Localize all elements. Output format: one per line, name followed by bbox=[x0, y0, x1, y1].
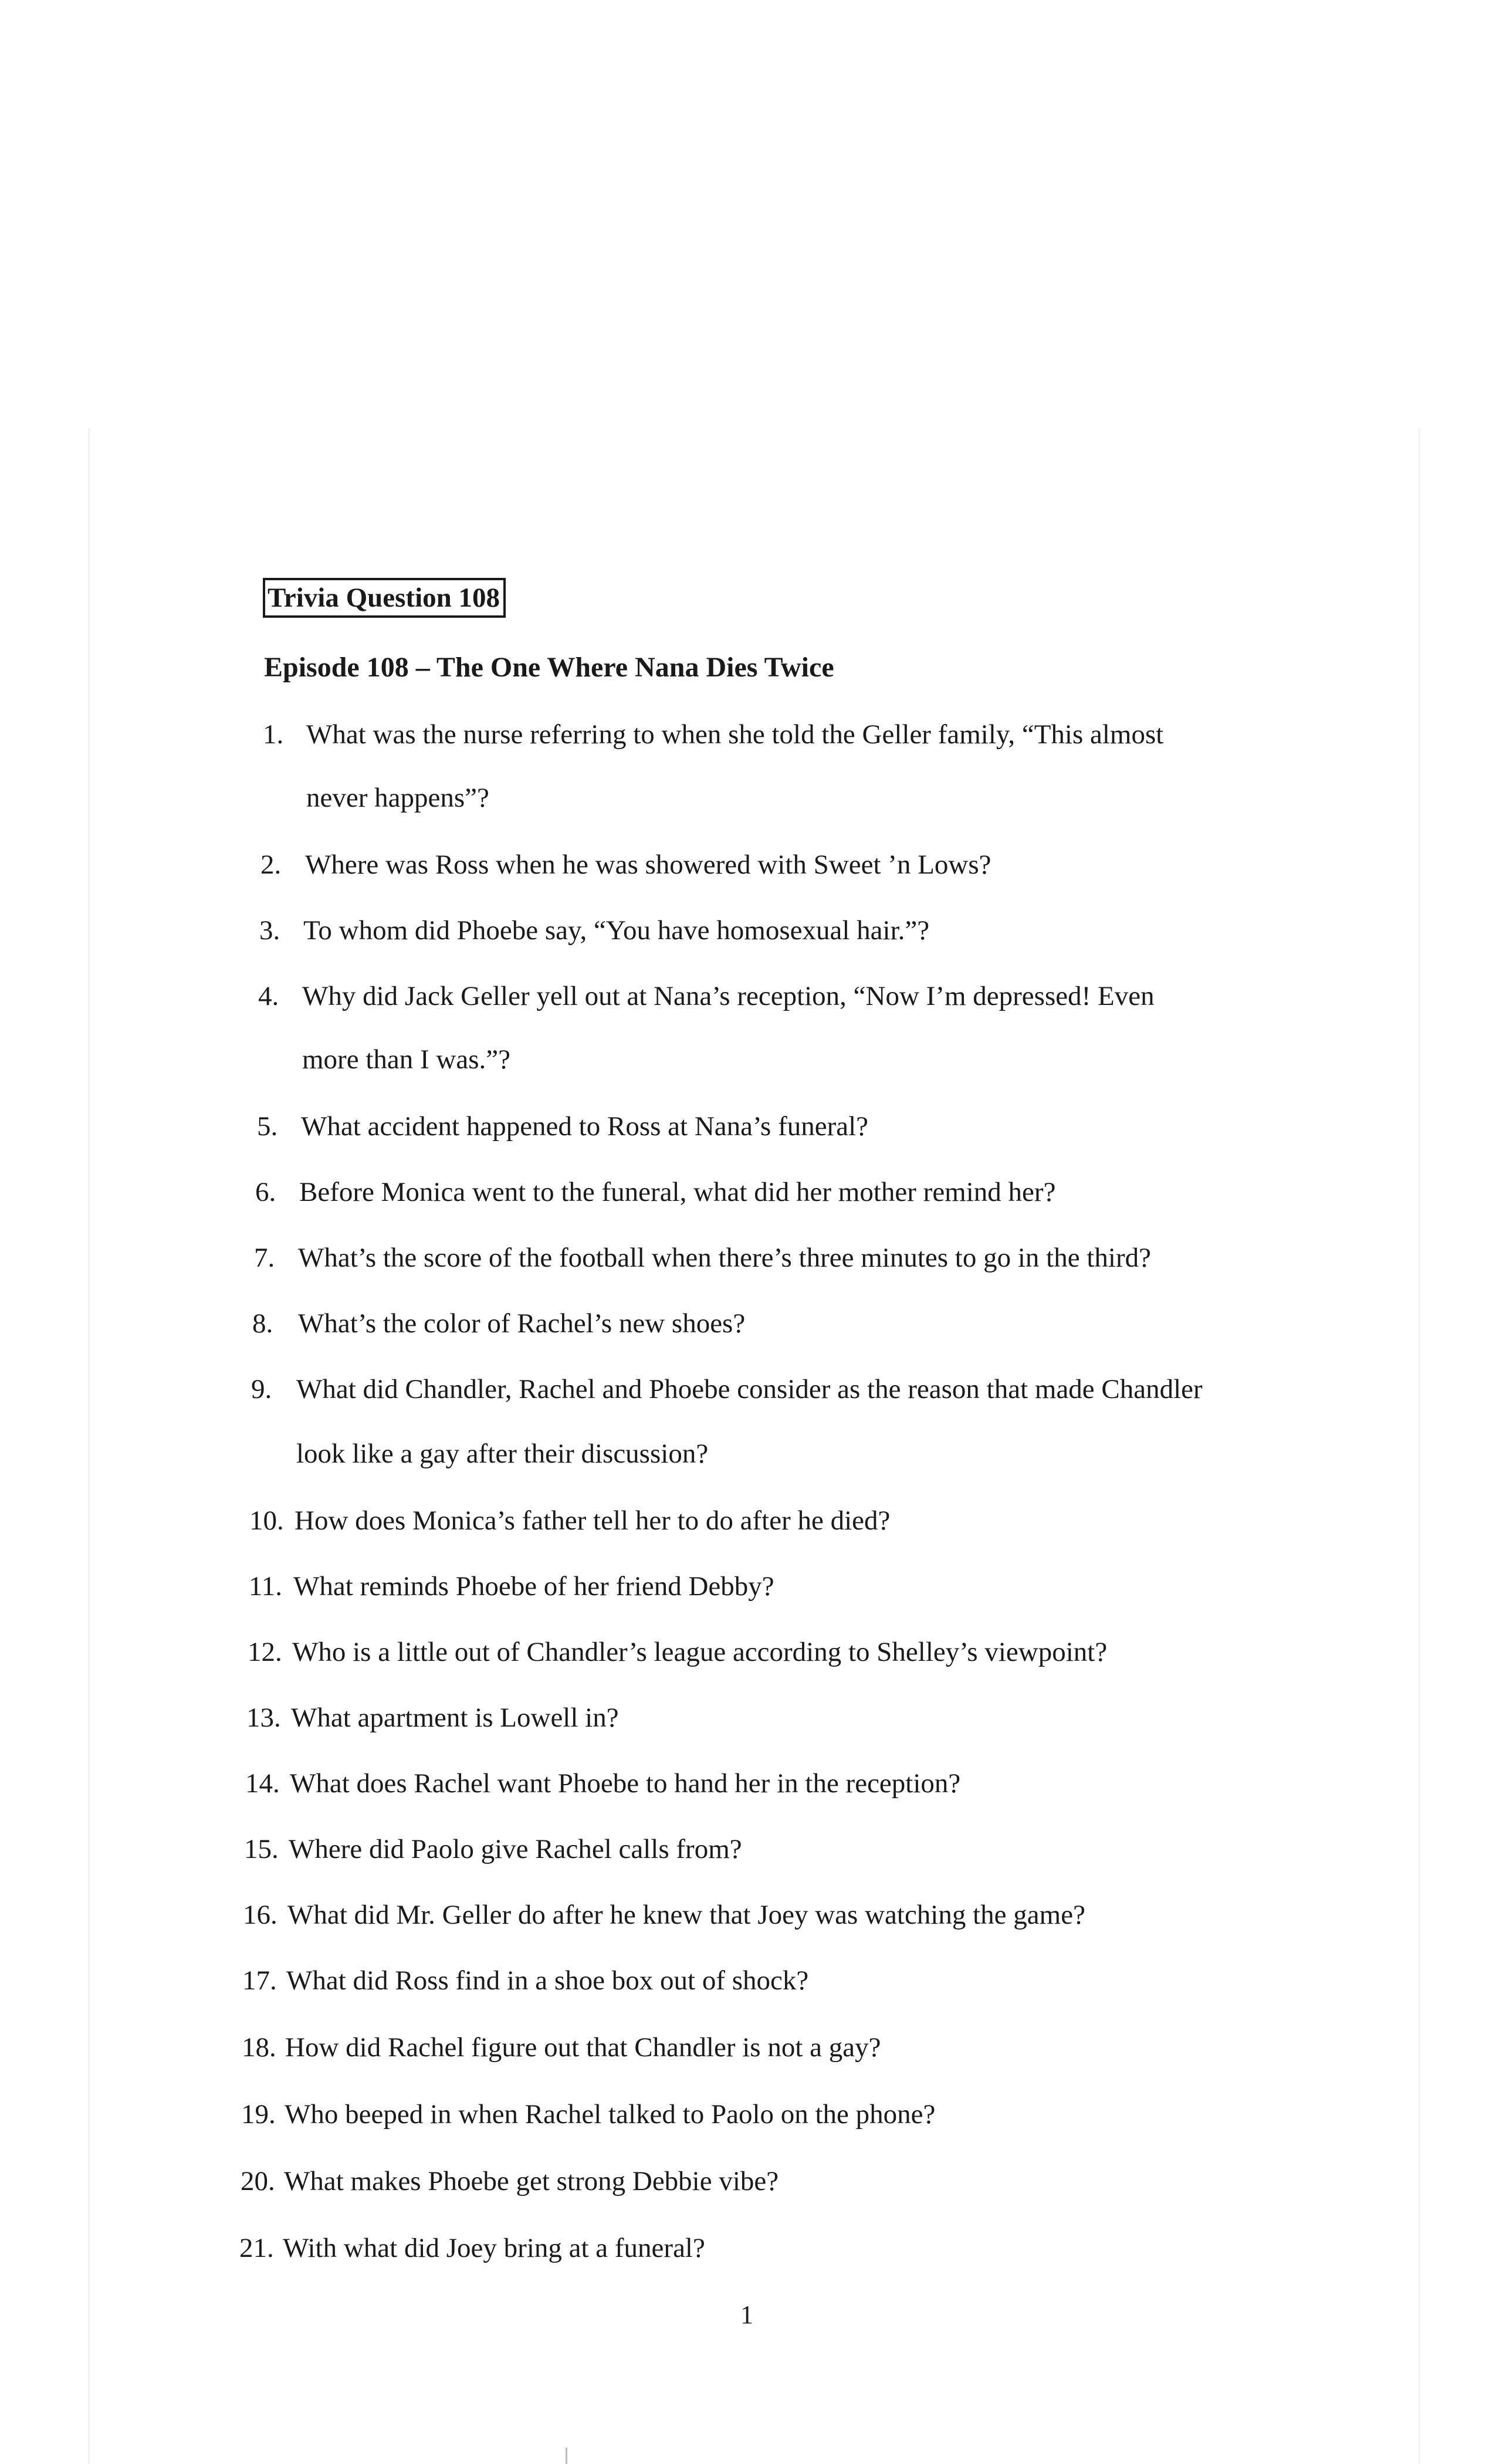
question-text: What’s the color of Rachel’s new shoes? bbox=[298, 1308, 746, 1339]
question-text: never happens”? bbox=[306, 783, 489, 813]
question-text: What did Chandler, Rachel and Phoebe consider as the reason that made Chandler bbox=[296, 1374, 1203, 1404]
question-text: What’s the score of the football when there’s three minutes to go in the third? bbox=[298, 1243, 1151, 1273]
question-text: What accident happened to Ross at Nana’s funeral? bbox=[301, 1111, 869, 1142]
question-number: 10. bbox=[249, 1505, 284, 1536]
question-text: What does Rachel want Phoebe to hand her in the reception? bbox=[290, 1768, 961, 1799]
question-text: What makes Phoebe get strong Debbie vibe? bbox=[284, 2166, 779, 2196]
question-text: What did Mr. Geller do after he knew that Joey was watching the game? bbox=[287, 1900, 1085, 1930]
question-number: 19. bbox=[241, 2099, 276, 2130]
question-text: Where was Ross when he was showered with Sweet ’n Lows? bbox=[305, 849, 991, 880]
question-number: 9. bbox=[251, 1374, 272, 1404]
question-number: 18. bbox=[242, 2032, 276, 2063]
page-number: 1 bbox=[740, 2300, 753, 2329]
boxed-title: Trivia Question 108 bbox=[263, 578, 506, 618]
question-number: 14. bbox=[245, 1768, 280, 1799]
question-text: What apartment is Lowell in? bbox=[291, 1703, 619, 1733]
question-number: 21. bbox=[239, 2233, 274, 2263]
question-number: 16. bbox=[243, 1900, 277, 1930]
question-number: 8. bbox=[252, 1308, 273, 1339]
question-number: 12. bbox=[248, 1637, 282, 1667]
question-number: 2. bbox=[260, 849, 282, 880]
scan-tick-mark bbox=[566, 2448, 567, 2464]
question-number: 13. bbox=[246, 1703, 281, 1733]
question-text: To whom did Phoebe say, “You have homosexual hair.”? bbox=[303, 915, 930, 946]
question-number: 15. bbox=[244, 1834, 279, 1864]
question-text: With what did Joey bring at a funeral? bbox=[283, 2233, 705, 2263]
question-text: look like a gay after their discussion? bbox=[296, 1439, 709, 1469]
question-text: Before Monica went to the funeral, what did her mother remind her? bbox=[299, 1177, 1056, 1207]
question-number: 6. bbox=[255, 1177, 276, 1207]
question-text: What was the nurse referring to when she told the Geller family, “This almost bbox=[306, 719, 1164, 750]
question-number: 3. bbox=[259, 915, 280, 946]
question-text: How did Rachel figure out that Chandler is not a gay? bbox=[285, 2032, 881, 2063]
question-number: 20. bbox=[241, 2166, 275, 2196]
question-text: Where did Paolo give Rachel calls from? bbox=[289, 1834, 742, 1864]
question-number: 11. bbox=[249, 1571, 283, 1602]
question-number: 5. bbox=[257, 1111, 278, 1142]
question-text: Why did Jack Geller yell out at Nana’s reception, “Now I’m depressed! Even bbox=[302, 981, 1155, 1011]
question-number: 4. bbox=[258, 981, 279, 1011]
scan-edge-right bbox=[1419, 428, 1420, 2464]
question-text: What did Ross find in a shoe box out of shock? bbox=[286, 1965, 809, 1996]
episode-title: Episode 108 – The One Where Nana Dies Twice bbox=[264, 652, 834, 683]
question-number: 17. bbox=[242, 1965, 277, 1996]
question-text: What reminds Phoebe of her friend Debby? bbox=[293, 1571, 774, 1602]
scan-edge-left bbox=[88, 428, 90, 2464]
question-text: Who is a little out of Chandler’s league according to Shelley’s viewpoint? bbox=[292, 1637, 1108, 1667]
question-text: Who beeped in when Rachel talked to Paolo on the phone? bbox=[285, 2099, 936, 2130]
question-text: more than I was.”? bbox=[302, 1044, 510, 1075]
question-number: 1. bbox=[263, 719, 284, 750]
question-text: How does Monica’s father tell her to do after he died? bbox=[295, 1505, 891, 1536]
question-number: 7. bbox=[254, 1243, 275, 1273]
